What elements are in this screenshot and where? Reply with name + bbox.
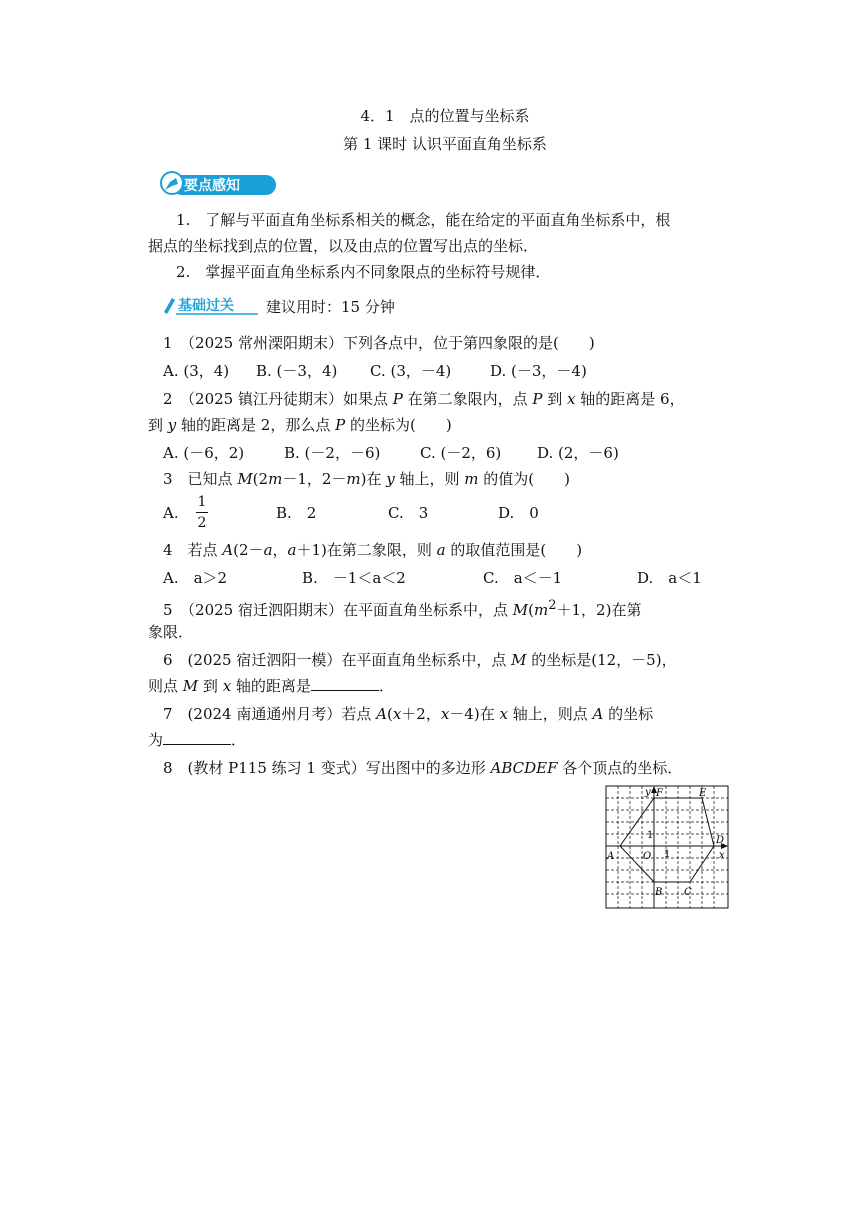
svg-text:O: O — [643, 851, 652, 862]
q6-stem-line1: 6 (2025 宿迁泗阳一模）在平面直角坐标系中，点 M 的坐标是(12，－5)， — [163, 651, 677, 669]
key-points-badge — [158, 170, 278, 198]
q2-option-a: A. (－6，2) — [163, 444, 245, 462]
svg-text:F: F — [656, 788, 663, 799]
q2-stem-line2: 到 y 轴的距离是 2，那么点 P 的坐标为( ) — [148, 416, 452, 434]
svg-text:D: D — [716, 835, 725, 846]
q3-option-a-label: A. — [163, 504, 179, 522]
svg-text:A: A — [607, 851, 615, 862]
q5-stem-line1: 5 （2025 宿迁泗阳期末）在平面直角坐标系中，点 $M(m^2+1$，2)在第 — [163, 598, 642, 619]
svg-text:y: y — [645, 787, 651, 798]
q6-answer-blank[interactable] — [311, 676, 379, 691]
q1-option-a: A. (3，4) — [163, 362, 230, 380]
q3-option-b: B. 2 — [276, 504, 317, 522]
pencil-icon — [162, 294, 262, 316]
q2-stem-line1: 2 （2025 镇江丹徒期末）如果点 P 在第二象限内，点 P 到 x 轴的距离是 6， — [163, 390, 685, 408]
svg-text:E: E — [699, 788, 707, 799]
q4-option-c: C. a＜－1 — [483, 569, 563, 587]
q7-answer-blank[interactable] — [163, 730, 231, 745]
page-subtitle: 第 1 课时 认识平面直角坐标系 — [343, 135, 547, 153]
key-point-1: 1. 了解与平面直角坐标系相关的概念，能在给定的平面直角坐标系中，根 — [176, 211, 671, 229]
q3-option-a-fraction: 1 2 — [197, 494, 207, 531]
svg-text:C: C — [684, 887, 692, 898]
q5-stem-line2: 象限． — [148, 623, 194, 641]
q3-stem: 3 已知点 M(2m－1，2－m)在 y 轴上，则 m 的值为( ) — [163, 470, 571, 488]
q1-option-c: C. (3，－4) — [370, 362, 452, 380]
suggested-time: 建议用时：15 分钟 — [266, 298, 395, 316]
q2-option-c: C. (－2，6) — [420, 444, 502, 462]
q2-option-b: B. (－2，－6) — [284, 444, 381, 462]
svg-text:x: x — [719, 850, 725, 861]
q1-stem: 1 （2025 常州溧阳期末）下列各点中，位于第四象限的是( ) — [163, 334, 595, 352]
q3-option-d: D. 0 — [498, 504, 539, 522]
basic-practice-badge — [162, 294, 262, 316]
coordinate-grid-figure — [605, 785, 731, 915]
svg-text:1: 1 — [647, 830, 654, 841]
key-point-1-cont: 据点的坐标找到点的位置，以及由点的位置写出点的坐标． — [148, 237, 539, 255]
q4-option-b: B. －1＜a＜2 — [302, 569, 406, 587]
q2-option-d: D. (2，－6) — [537, 444, 619, 462]
q1-option-b: B. (－3，4) — [256, 362, 338, 380]
q8-stem: 8 (教材 P115 练习 1 变式）写出图中的多边形 ABCDEF 各个顶点的坐标． — [163, 759, 683, 777]
q3-option-c: C. 3 — [388, 504, 429, 522]
basic-badge-label: 基础过关 — [178, 298, 234, 314]
key-points-badge-label: 要点感知 — [184, 178, 240, 194]
q4-option-a: A. a＞2 — [163, 569, 228, 587]
q1-option-d: D. (－3，－4) — [490, 362, 587, 380]
q4-option-d: D. a＜1 — [637, 569, 702, 587]
q7-stem-line1: 7 (2024 南通通州月考）若点 A(x＋2，x－4)在 x 轴上，则点 A 的坐标 — [163, 705, 654, 723]
key-point-2: 2. 掌握平面直角坐标系内不同象限点的坐标符号规律． — [176, 263, 551, 281]
page-title: 4．1 点的位置与坐标系 — [360, 107, 530, 125]
q7-stem-line2: 为 ． — [148, 731, 247, 749]
pin-icon — [158, 170, 278, 198]
q4-stem: 4 若点 A(2－a，a＋1)在第二象限，则 a 的取值范围是( ) — [163, 541, 583, 559]
svg-text:B: B — [655, 887, 663, 898]
q6-stem-line2: 则点 M 到 x 轴的距离是 ． — [148, 677, 394, 695]
svg-text:1: 1 — [664, 849, 671, 860]
